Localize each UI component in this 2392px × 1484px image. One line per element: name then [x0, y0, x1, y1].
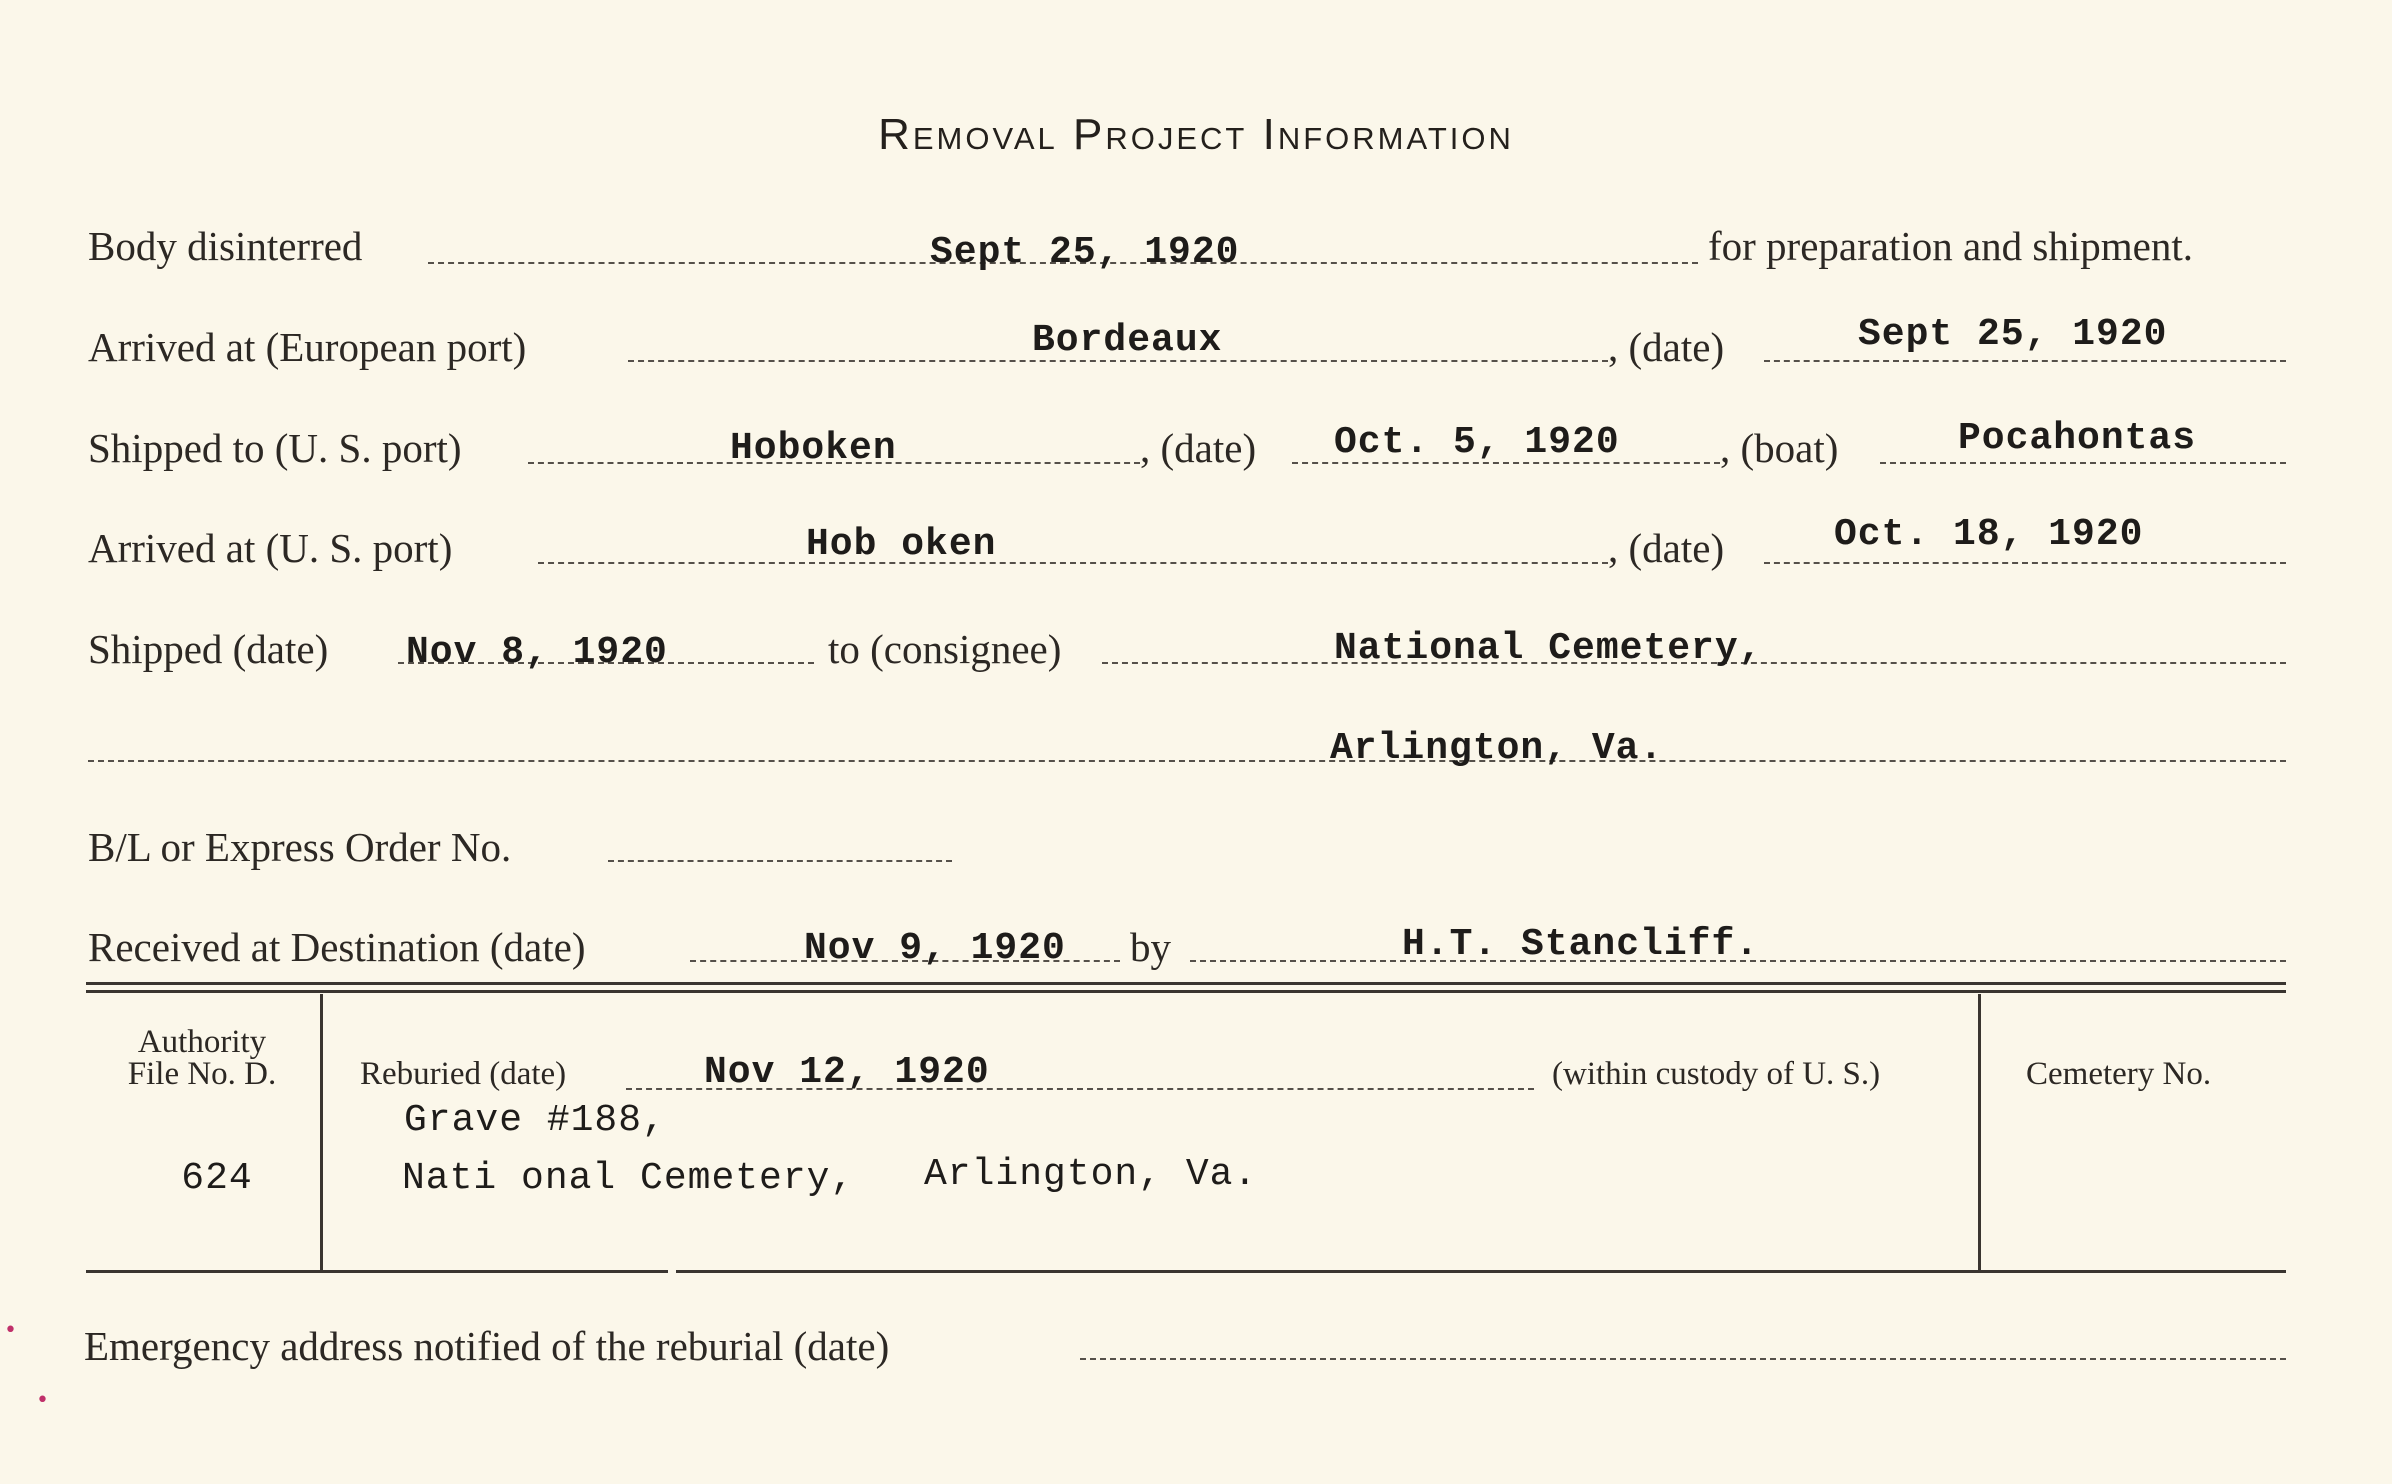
- value-reburial-location: Arlington, Va.: [924, 1153, 1258, 1196]
- value-shipped-to-port: Hoboken: [730, 427, 897, 470]
- value-arrived-us-port: Hob oken: [806, 523, 997, 566]
- label-emergency-address: Emergency address notified of the reburial (date): [84, 1323, 890, 1369]
- dotted-line-boat: [1880, 462, 2286, 464]
- label-reburied-date: Reburied (date): [360, 1056, 567, 1092]
- label-arrived-us-date: , (date): [1608, 525, 1725, 571]
- box-top-rule-2: [86, 990, 2286, 993]
- box-bottom-rule-left: [86, 1270, 668, 1273]
- margin-ink-mark: •: [4, 1318, 17, 1343]
- value-arrived-us-date: Oct. 18, 1920: [1834, 513, 2144, 556]
- label-shipped-to-date: , (date): [1140, 425, 1257, 471]
- dotted-line-european-date: [1764, 360, 2286, 362]
- value-received-date: Nov 9, 1920: [804, 927, 1066, 970]
- label-arrived-european-port: Arrived at (European port): [88, 324, 527, 370]
- value-reburied-date: Nov 12, 1920: [704, 1051, 990, 1094]
- label-arrived-us-port: Arrived at (U. S. port): [88, 525, 453, 571]
- value-consignee-line1: National Cemetery,: [1334, 627, 1763, 670]
- value-european-date: Sept 25, 1920: [1858, 313, 2168, 356]
- dotted-line-emergency-date: [1080, 1358, 2286, 1360]
- label-by: by: [1130, 924, 1171, 970]
- box-divider-right: [1978, 994, 1981, 1270]
- label-for-preparation: for preparation and shipment.: [1708, 223, 2194, 269]
- label-cemetery-no: Cemetery No.: [2026, 1056, 2212, 1092]
- label-file-no: File No. D.: [127, 1056, 277, 1092]
- label-to-consignee: to (consignee): [828, 626, 1062, 672]
- value-reburial-line1: Grave #188,: [404, 1099, 666, 1142]
- label-bl-express-order: B/L or Express Order No.: [88, 824, 512, 870]
- label-body-disinterred: Body disinterred: [88, 223, 363, 269]
- box-divider-left: [320, 994, 323, 1270]
- dotted-line-arrived-us-date: [1764, 562, 2286, 564]
- label-received-destination: Received at Destination (date): [88, 924, 586, 970]
- value-shipped-to-date: Oct. 5, 1920: [1334, 421, 1620, 464]
- card-title: Removal Project Information: [878, 110, 1514, 159]
- label-shipped-date: Shipped (date): [88, 626, 329, 672]
- label-boat: , (boat): [1720, 425, 1839, 471]
- value-european-port: Bordeaux: [1032, 319, 1223, 362]
- value-boat: Pocahontas: [1958, 417, 2197, 460]
- dotted-line-consignee-continued: [88, 760, 2286, 762]
- label-shipped-to-us-port: Shipped to (U. S. port): [88, 425, 462, 471]
- label-european-date: , (date): [1608, 324, 1725, 370]
- dotted-line-arrived-us-port: [538, 562, 1608, 564]
- value-authority-file-no: 624: [181, 1157, 253, 1200]
- value-disinterred-date: Sept 25, 1920: [930, 231, 1240, 274]
- box-bottom-rule-right: [676, 1270, 2286, 1273]
- dotted-line-bl-order: [608, 860, 952, 862]
- label-within-custody: (within custody of U. S.): [1552, 1056, 1881, 1092]
- value-consignee-line2: Arlington, Va.: [1330, 727, 1664, 770]
- value-reburial-cemetery: Nati onal Cemetery,: [402, 1157, 855, 1200]
- box-top-rule-1: [86, 982, 2286, 985]
- value-received-by: H.T. Stancliff.: [1402, 923, 1760, 966]
- value-shipped-date: Nov 8, 1920: [406, 631, 668, 674]
- label-authority: Authority: [137, 1024, 267, 1060]
- margin-ink-mark: •: [36, 1388, 49, 1413]
